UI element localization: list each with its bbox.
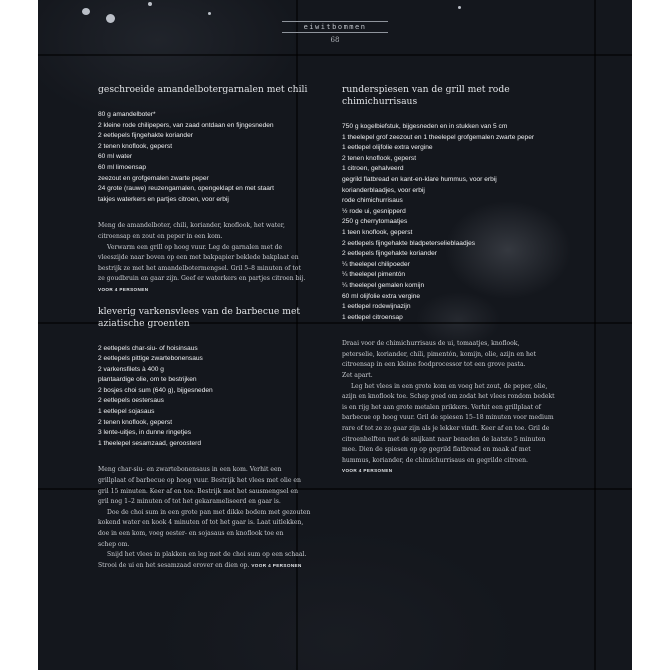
method-line: kokend water en kook 4 minuten of tot het gaar is. Laat uitlekken, [98,519,304,527]
method-line: Zet apart. [342,372,373,380]
method-line: azijn en knoflook toe. Schep goed om zodat het vlees rondom bedekt [342,393,555,401]
method-line: vleeszijde naar boven op een met bakpapier beklede bakplaat en [98,254,299,262]
ingredient-item: 2 kleine rode chilipepers, van zaad ontdaan en fijngesneden [98,121,274,129]
ingredient-item: 24 grote (rauwe) reuzengarnalen, opengeklapt en met staart [98,185,274,193]
method-line: barbecue op hoog vuur. Gril de spiesen 15–18 minuten voor medium [342,414,554,422]
method-line: is en rijg het aan grote metalen prikkers. Verhit een grillplaat of [342,403,541,411]
ingredient-item: takjes waterkers en partjes citroen, voor erbij [98,195,229,203]
method-line [98,561,336,572]
ingredient-item: 80 g amandelboter* [98,111,156,118]
ingredient-item: 2 varkensfilets à 400 g [98,365,164,373]
ingredient-item: 2 eetlepels oestersaus [98,397,164,405]
ingredient-item: 750 g kogelbiefstuk, bijgesneden en in stukken van 5 cm [342,123,508,130]
recipe-title-line: kleverig varkensvlees van de barbecue met [98,305,301,317]
method-line: citroensap en zout en peper in een kom. [98,232,223,240]
ingredient-item: gegrild flatbread en kant-en-klare hummus, voor erbij [342,175,497,183]
servings-note: VOOR 4 PERSONEN [251,562,302,568]
ingredient-item: 3 lente-uitjes, in dunne ringetjes [98,429,192,437]
ingredient-item: 1 teen knoflook, geperst [342,228,413,236]
method-line: schep om. [98,540,130,548]
flour-speck [148,2,152,6]
running-header [38,14,632,44]
ingredient-item: ¼ theelepel gemalen komijn [342,281,425,289]
book-title: eiwitbommen [282,21,389,33]
ingredient-item: 2 eetlepels pittige zwartebonensaus [98,355,203,363]
recipe-sticky-pork [98,306,336,572]
method-line: gril nog 1–2 minuten of tot het gekarameliseerd en gaar is. [98,498,281,506]
method-line: gril 15 minuten. Keer af en toe. Bestrijk met het sausmengsel en [98,487,299,495]
flour-speck [458,6,461,9]
ingredient-item: ¼ theelepel pimentón [342,271,406,279]
method-text [98,221,336,295]
ingredient-item: 1 theelepel sesamzaad, geroosterd [98,439,202,447]
method-line: hummus, koriander, de chimichurrisaus en gegrilde citroen. [342,456,528,464]
recipe-almond-butter-prawns [98,84,336,296]
method-line: citroenhelften met de snijkant naar beneden de laatste 5 minuten [342,435,546,443]
cookbook-page [38,0,632,670]
method-line [342,466,578,477]
ingredient-item: 1 eetlepel sojasaus [98,408,155,416]
ingredient-item: 60 ml water [98,153,133,161]
ingredient-item: 2 eetlepels fijngehakte koriander [98,132,193,140]
method-line: Draai voor de chimichurrisaus de ui, tomaatjes, knoflook, [342,340,520,348]
ingredient-item: 2 eetlepels char-siu- of hoisinsaus [98,344,198,352]
ingredient-item: 1 eetlepel citroensap [342,313,403,321]
ingredient-list [342,122,578,323]
ingredient-item: 60 ml limoensap [98,163,147,171]
ingredient-item: 250 g cherrytomaatjes [342,218,408,226]
ingredient-list [98,344,336,450]
method-line: rare of tot ze zo gaar zijn als je lekker vindt. Keer af en toe. Gril de [342,425,550,433]
ingredient-item: zeezout en grofgemalen zwarte peper [98,174,209,182]
method-line: Leg het vlees in een grote kom en voeg het zout, de peper, olie, [351,382,548,390]
ingredient-item: rode chimichurrisaus [342,197,403,205]
ingredient-item: ½ rode ui, gesnipperd [342,207,406,215]
ingredient-item: 1 citroen, gehalveerd [342,165,404,173]
ingredient-item: 2 tenen knoflook, geperst [342,154,417,162]
recipe-title [98,84,336,96]
ingredient-item: 2 eetlepels fijngehakte bladpeterselieblaadjes [342,239,476,247]
method-line: Meng char-siu- en zwartebonensaus in een kom. Verhit een [98,466,282,474]
method-line: ze goudbruin en gaar zijn. Geef er waterkers en partjes citroen bij. [98,275,306,283]
ingredient-item: korianderblaadjes, voor erbij [342,186,425,194]
method-line: Snijd het vlees in plakken en leg met de choi sum op een schaal. [107,551,307,559]
ingredient-item: ¼ theelepel chilipoeder [342,260,410,268]
tile-seam [38,54,632,56]
servings-note: VOOR 4 PERSONEN [98,286,149,292]
servings-note: VOOR 4 PERSONEN [342,468,393,474]
method-text [98,465,336,571]
ingredient-item: 2 eetlepels fijngehakte koriander [342,250,437,258]
recipe-title-line: aziatische groenten [98,317,190,329]
recipe-title [98,306,336,330]
recipe-title [342,84,578,108]
ingredient-list [98,110,336,205]
ingredient-item: 2 tenen knoflook, geperst [98,142,173,150]
ingredient-item: 1 eetlepel rodewijnazijn [342,303,411,311]
page-number: 68 [330,36,340,44]
method-line: Verwarm een grill op hoog vuur. Leg de garnalen met de [107,243,283,251]
recipe-title-line: chimichurrisaus [342,96,418,107]
tile-seam [594,0,596,670]
ingredient-item: 2 tenen knoflook, geperst [98,418,173,426]
method-tail: Strooi de ui en het sesamzaad erover en dien op. [98,561,252,569]
method-line: peterselie, koriander, chili, pimentón, komijn, olie, azijn en het [342,350,536,358]
method-line: Meng de amandelboter, chili, koriander, knoflook, het water, [98,222,285,230]
method-line: Doe de choi sum in een grote pan met dikke bodem met gezouten [107,508,311,516]
ingredient-item: 1 theelepel grof zeezout en 1 theelepel grofgemalen zwarte peper [342,133,535,141]
left-column [98,84,336,581]
method-line: bestrijk ze met het amandelbotermengsel. Gril 5–8 minuten of tot [98,264,301,272]
recipe-title-line: runderspiesen van de grill met rode [342,84,510,95]
method-line: citroensap in een kleine foodprocessor tot een grove pasta. [342,361,526,369]
ingredient-item: 1 eetlepel olijfolie extra vergine [342,144,433,152]
ingredient-item: 60 ml olijfolie extra vergine [342,292,421,300]
method-line [98,285,336,296]
ingredient-item: 2 bosjes choi sum (640 g), bijgesneden [98,386,213,394]
method-text [342,339,578,477]
method-line: grillplaat of barbecue op hoog vuur. Bestrijk het vlees met olie en [98,477,301,485]
right-column [342,84,578,487]
method-line: doe in een kom, voeg oester- en sojasaus en knoflook toe en [98,530,284,537]
recipe-beef-skewers [342,84,578,477]
method-line: mee. Dien de spiesen op op gegrild flatbread en maak af met [342,446,531,454]
ingredient-item: plantaardige olie, om te bestrijken [98,376,197,384]
recipe-title-line: geschroeide amandelbotergarnalen met chili [98,84,308,95]
